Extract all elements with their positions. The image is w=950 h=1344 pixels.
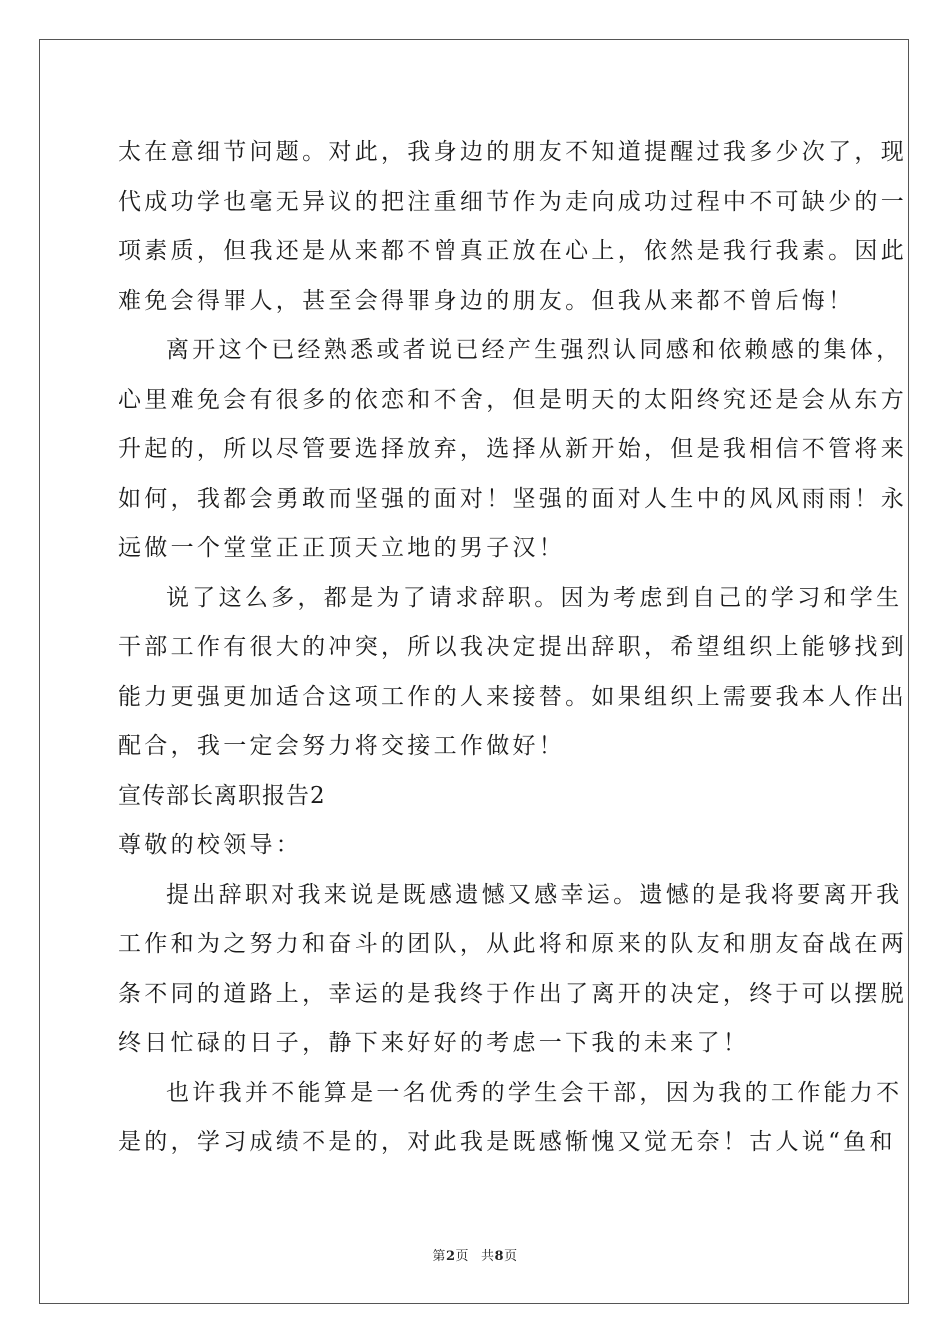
page-suffix: 页 (455, 1249, 469, 1264)
text-line: 心里难免会有很多的依恋和不舍，但是明天的太阳终究还是会从东方 (118, 386, 907, 413)
text-line: 远做一个堂堂正正顶天立地的男子汉！ (118, 535, 566, 561)
text-line: 难免会得罪人，甚至会得罪身边的朋友。但我从来都不曾后悔！ (118, 287, 855, 314)
text-line: 干部工作有很大的冲突，所以我决定提出辞职，希望组织上能够找到 (118, 634, 907, 660)
page-footer (0, 1245, 950, 1264)
text-line: 配合，我一定会努力将交接工作做好！ (118, 733, 566, 759)
text-line: 终日忙碌的日子，静下来好好的考虑一下我的未来了！ (118, 1030, 750, 1056)
text-line: 是的，学习成绩不是的，对此我是既感惭愧又觉无奈！古人说“鱼和 (118, 1129, 896, 1155)
paragraph-first-line: 也许我并不能算是一名优秀的学生会干部，因为我的工作能力不 (166, 1079, 903, 1106)
paragraph-first-line: 说了这么多，都是为了请求辞职。因为考虑到自己的学习和学生 (166, 584, 903, 611)
text-line: 条不同的道路上，幸运的是我终于作出了离开的决定，终于可以摆脱 (118, 980, 907, 1007)
page-prefix: 第 (432, 1249, 446, 1264)
paragraph-first-line: 离开这个已经熟悉或者说已经产生强烈认同感和依赖感的集体， (166, 337, 903, 363)
text-line: 太在意细节问题。对此，我身边的朋友不知道提醒过我多少次了，现 (118, 139, 907, 165)
total-prefix: 共 (481, 1249, 495, 1264)
text-line: 如何，我都会勇敢而坚强的面对！坚强的面对人生中的风风雨雨！永 (118, 485, 907, 512)
paragraph-first-line: 提出辞职对我来说是既感遗憾又感幸运。遗憾的是我将要离开我 (166, 881, 903, 908)
text-line: 代成功学也毫无异议的把注重细节作为走向成功过程中不可缺少的一 (118, 188, 907, 215)
salutation: 尊敬的校领导： (118, 832, 303, 858)
page-number: 2 (445, 1249, 456, 1264)
total-suffix: 页 (504, 1249, 518, 1264)
document-body (118, 128, 907, 1168)
text-line: 升起的，所以尽管要选择放弃，选择从新开始，但是我相信不管将来 (118, 436, 907, 462)
text-line: 工作和为之努力和奋斗的团队，从此将和原来的队友和朋友奋战在两 (118, 931, 907, 957)
section-title: 宣传部长离职报告2 (118, 782, 326, 809)
text-line: 能力更强更加适合这项工作的人来接替。如果组织上需要我本人作出 (118, 683, 907, 710)
text-line: 项素质，但我还是从来都不曾真正放在心上，依然是我行我素。因此 (118, 238, 907, 264)
total-pages: 8 (494, 1249, 505, 1264)
